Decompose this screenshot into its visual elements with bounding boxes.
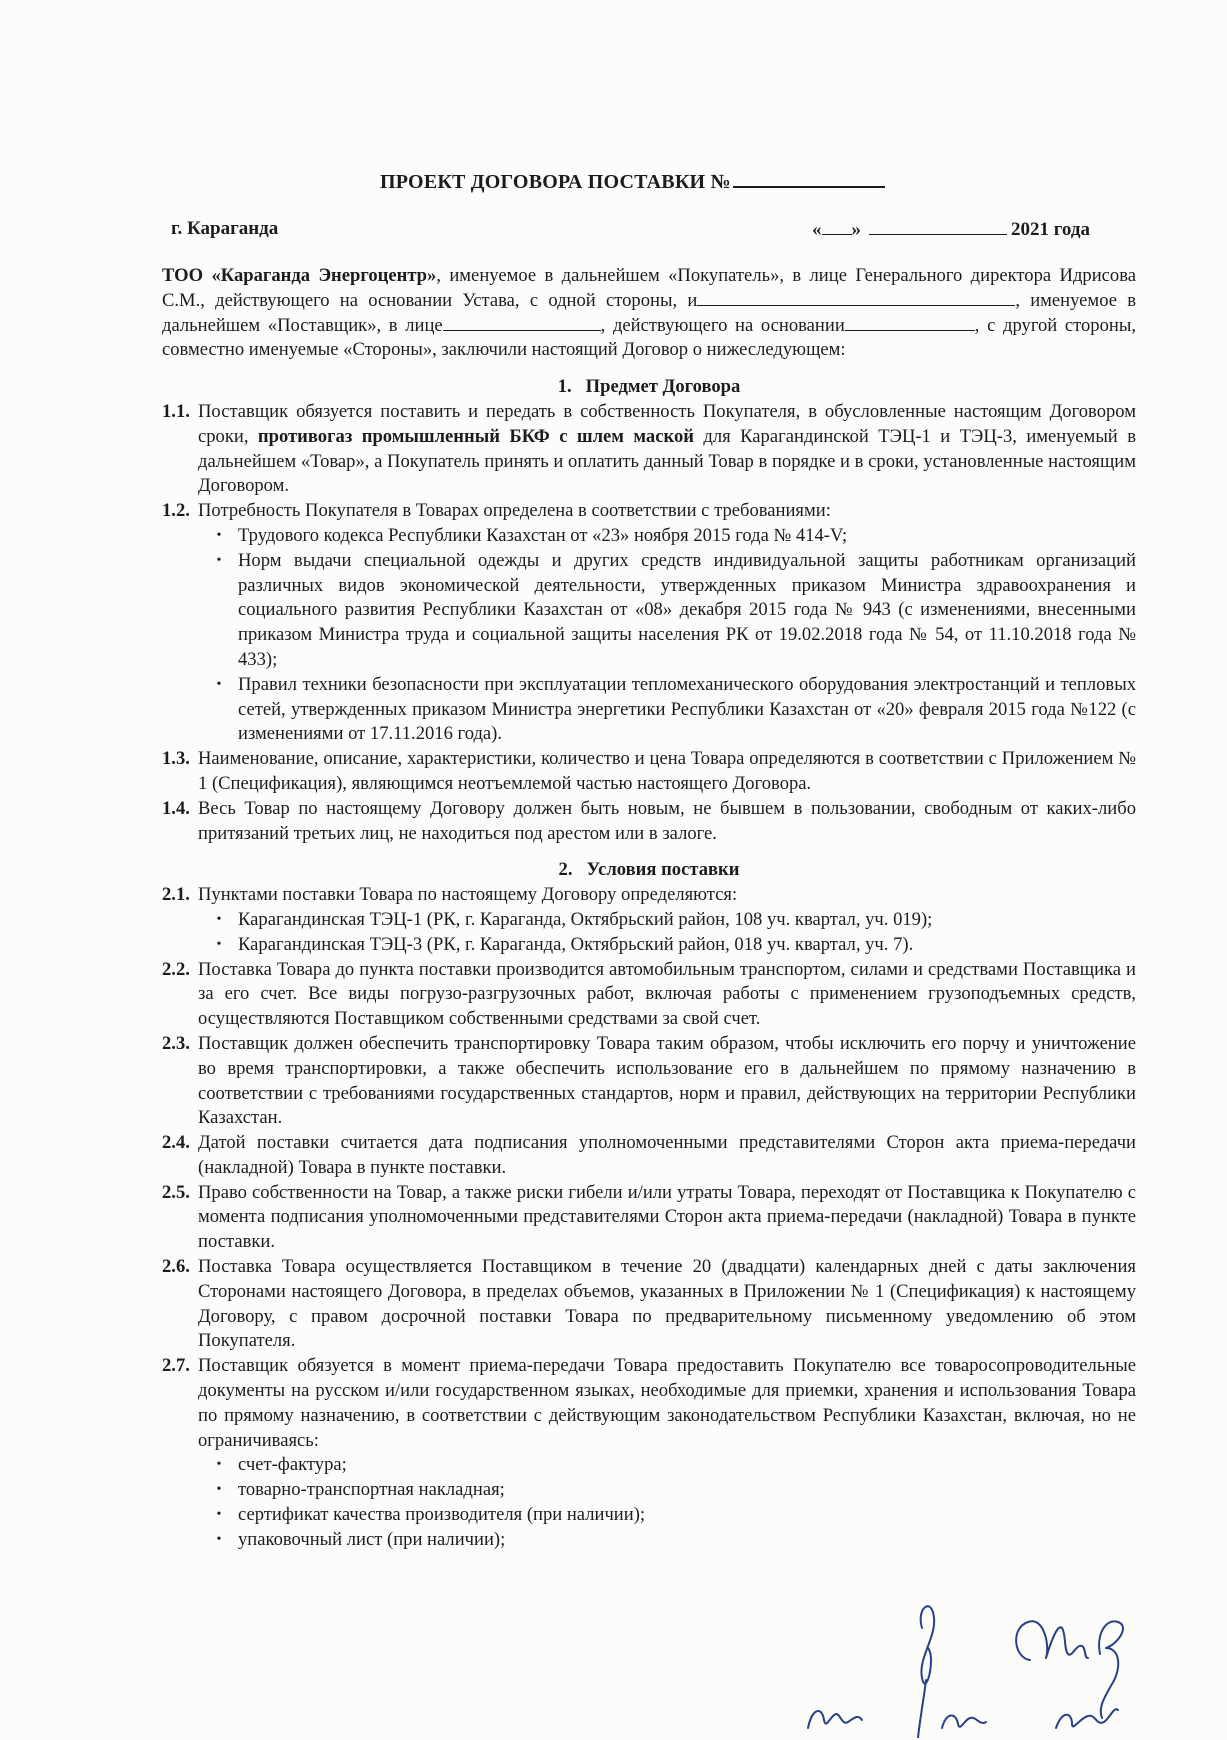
clause-2-4: 2.4. Датой поставки считается дата подписания уполномоченными представителями Сторон акта приема-передачи (накладной) Товара в пункте поставки. — [162, 1132, 1136, 1178]
clause-2-3: 2.3. Поставщик должен обеспечить транспортировку Товара таким образом, чтобы исключить его порчу и уничтожение во время транспортировки, а также обеспечить использование его в дальнейшем по прямому назначению в соответствии с требованиями государственных стандартов, норм и правил, действующих на территории Республики Казахстан. — [162, 1032, 1136, 1129]
list-item: • Карагандинская ТЭЦ-3 (РК, г. Караганда, Октябрьский район, 018 уч. квартал, уч. 7). — [216, 933, 914, 955]
month-blank — [869, 218, 1007, 235]
list-item: • Карагандинская ТЭЦ-1 (РК, г. Караганда, Октябрьский район, 108 уч. квартал, уч. 019); — [216, 908, 933, 930]
signature-1 — [808, 1711, 862, 1728]
signature-2 — [918, 1606, 934, 1738]
city: г. Караганда — [171, 218, 279, 239]
list-item: • Норм выдачи специальной одежды и других средств индивидуальной защиты работникам организаций различных видов экономической деятельности, утвержденных приказом Министра здравоохранения и социального развития Республики Казахстан от «08» декабря 2015 года № 943 (с изменениями, внесенными приказом Министра труда и социальной защиты населения РК от 19.02.2018 года № 54, от 11.10.2018 года № 433); — [216, 549, 1136, 670]
clause-1-3: 1.3. Наименование, описание, характеристики, количество и цена Товара определяются в соответствии с Приложением № 1 (Спецификация), являющимся неотъемлемой частью настоящего Договора. — [162, 748, 1136, 794]
day-blank — [822, 218, 852, 235]
clause-1-4: 1.4. Весь Товар по настоящему Договору должен быть новым, не бывшем в пользовании, свободным от каких-либо притязаний третьих лиц, не находиться под арестом или в залоге. — [162, 797, 1136, 844]
clause-2-2: 2.2. Поставка Товара до пункта поставки производится автомобильным транспортом, силами и средствами Поставщика и за его счет. Все виды погрузо-разгрузочных работ, включая работы с применением грузоподъемных средств, осуществляются Поставщиком собственными средствами за свой счет. — [162, 958, 1136, 1030]
clause-1-2-list — [162, 524, 1136, 747]
clause-1-1: 1.1. Поставщик обязуется поставить и передать в собственность Покупателя, в обусловленные настоящим Договором сроки, противогаз промышленный БКФ с шлем маской для Карагандинской ТЭЦ-1 и ТЭЦ-3, именуемый в дальнейшем «Товар», а Покупатель принять и оплатить данный Товар в порядке и в сроки, установленные настоящим Договором. — [162, 400, 1136, 497]
document-title: ПРОЕКТ ДОГОВОРА ПОСТАВКИ № — [380, 168, 885, 194]
list-item: • упаковочный лист (при наличии); — [216, 1528, 506, 1550]
handwritten-signatures — [800, 1588, 1180, 1738]
signature-4 — [1056, 1709, 1118, 1728]
list-item: • Трудового кодекса Республики Казахстан от «23» ноября 2015 года № 414-V; — [216, 524, 848, 546]
list-item: • Правил техники безопасности при эксплуатации тепломеханического оборудования электростанций и тепловых сетей, утвержденных приказом Министра энергетики Республики Казахстан от «20» февраля 2015 года №122 (с изменениями от 17.11.2016 года). — [216, 673, 1136, 745]
section-2-heading: 2. Условия поставки — [558, 859, 740, 881]
contract-date: « » 2021 года — [812, 219, 1090, 240]
list-item: • товарно-транспортная накладная; — [216, 1479, 505, 1501]
signature-3 — [1016, 1621, 1088, 1660]
clause-1-2: 1.2. Потребность Покупателя в Товарах определена в соответствии с требованиями: — [162, 500, 831, 522]
contract-number-blank — [733, 168, 885, 188]
section-1-heading: 1. Предмет Договора — [557, 376, 741, 398]
list-item: • счет-фактура; — [216, 1454, 347, 1476]
clause-2-7: 2.7. Поставщик обязуется в момент приема-передачи Товара предоставить Покупателю все товаросопроводительные документы на русском и/или государственном языках, необходимые для приемки, хранения и использования Товара по прямому назначению, в соответствии с действующим законодательством Республики Казахстан, включая, но не ограничиваясь: — [162, 1355, 1136, 1451]
clause-2-6: 2.6. Поставка Товара осуществляется Поставщиком в течение 20 (двадцати) календарных дней с даты заключения Сторонами настоящего Договора, в пределах объемов, указанных в Приложении № 1 (Спецификация) к настоящему Договору, с правом досрочной поставки Товара по предварительному письменному уведомлению об этом Покупателя. — [162, 1256, 1136, 1352]
supplier-rep-blank — [443, 315, 601, 331]
supplier-name-blank — [697, 290, 1015, 306]
clause-2-1-list — [162, 908, 1136, 958]
signature-3-mark — [1099, 1621, 1123, 1718]
clause-2-5: 2.5. Право собственности на Товар, а также риски гибели и/или утраты Товара, переходят от Поставщика к Покупателю с момента подписания уполномоченными представителями Сторон акта приема-передачи (накладной) Товара в пункте поставки. — [162, 1181, 1136, 1253]
document-body — [162, 264, 1136, 1553]
intro-paragraph: ТОО «Караганда Энергоцентр», именуемое в дальнейшем «Покупатель», в лице Генерального директора Идрисова С.М., действующего на основании Устава, с одной стороны, и , именуемое в дальнейшем «Поставщик», в лице , действующего на основании , с другой стороны, совместно именуемые «Стороны», заключили настоящий Договор о нижеследующем: — [162, 265, 1136, 361]
clause-2-7-list — [162, 1453, 1136, 1552]
signature-2-underline — [942, 1715, 986, 1728]
supplier-basis-blank — [845, 315, 975, 331]
list-item: • сертификат качества производителя (при наличии); — [216, 1504, 646, 1526]
clause-2-1: 2.1. Пунктами поставки Товара по настоящему Договору определяются: — [162, 884, 738, 906]
